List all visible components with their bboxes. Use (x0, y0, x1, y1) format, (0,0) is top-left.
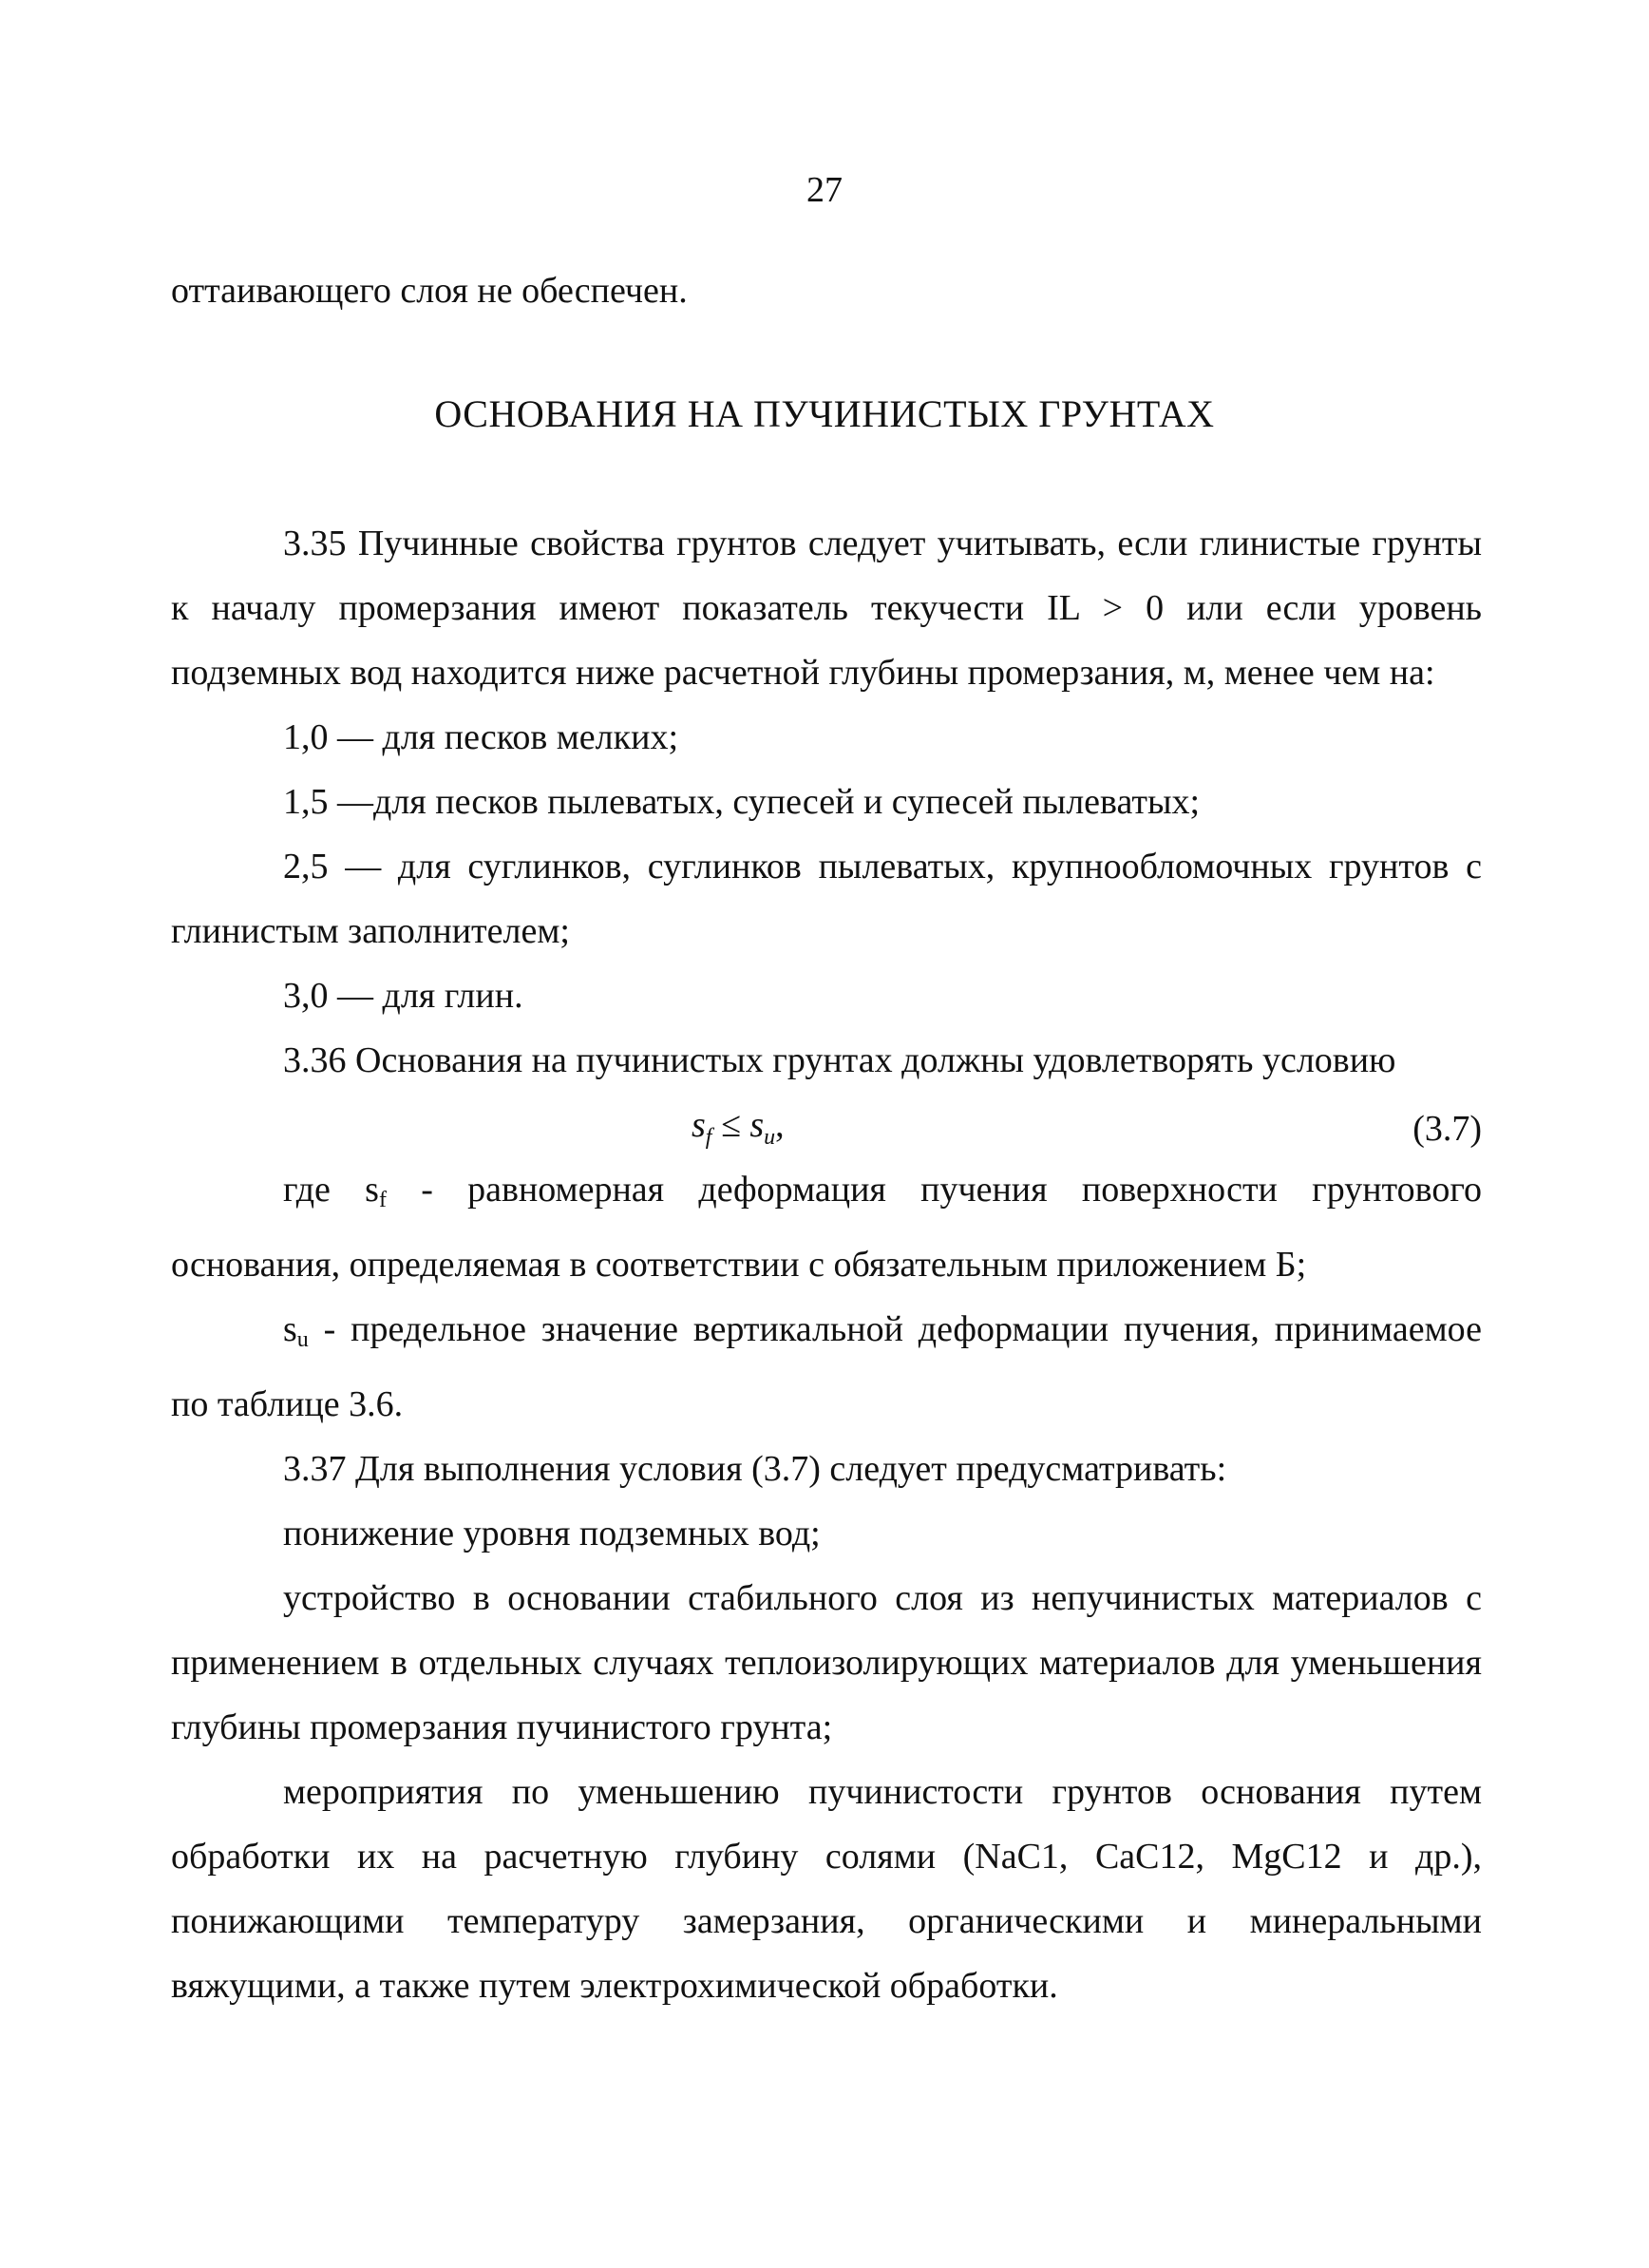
formula-3-7 (692, 1093, 785, 1170)
definition-su (171, 1297, 1482, 1437)
continuation-block (171, 258, 1482, 323)
formula-trail: , (775, 1105, 785, 1145)
section-heading: ОСНОВАНИЯ НА ПУЧИНИСТЫХ ГРУНТАХ (434, 392, 1215, 435)
where-prefix: где (283, 1170, 366, 1210)
su-subscript: u (296, 1327, 309, 1352)
paragraph-3-36: 3.36 Основания на пучинистых грунтах должны удовлетворять условию (283, 1040, 1396, 1080)
sf-definition-text: - равномерная деформация пучения поверхности грунтового основания, определяемая в соответствии с обязательным приложением Б; (171, 1170, 1482, 1285)
formula-number: (3.7) (1412, 1109, 1482, 1149)
measure-chemical-treatment: мероприятия по уменьшению пучинистости грунтов основания путем обработки их на расчетную глубину солями (NaC1, CaC12, MgC12 и др.), понижающими температуру замерзания, органическими и минеральными вяжущими, а также путем электрохимической обработки. (171, 1772, 1482, 2006)
main-text-block (171, 511, 1482, 2018)
sf-subscript: f (378, 1188, 387, 1212)
sf-symbol: s (365, 1170, 379, 1210)
formula-lhs: s (692, 1105, 706, 1145)
list-item-loam: 2,5 — для суглинков, суглинков пылеватых, крупнообломочных грунтов с глинистым заполнителем; (171, 847, 1482, 951)
formula-operator: ≤ (711, 1105, 750, 1145)
measure-stable-layer: устройство в основании стабильного слоя из непучинистых материалов с применением в отдельных случаях теплоизолирующих материалов для уменьшения глубины промерзания пучинистого грунта; (171, 1578, 1482, 1747)
formula-lhs-sub: f (705, 1125, 712, 1150)
list-item-sand-fine: 1,0 — для песков мелких; (283, 717, 678, 757)
paragraph-3-37: 3.37 Для выполнения условия (3.7) следует предусматривать: (283, 1449, 1227, 1489)
page-number: 27 (806, 170, 843, 210)
su-symbol: s (283, 1309, 297, 1349)
formula-rhs-sub: u (764, 1125, 776, 1150)
list-item-clay: 3,0 — для глин. (283, 976, 523, 1016)
measure-groundwater: понижение уровня подземных вод; (283, 1514, 821, 1553)
continuation-text: оттаивающего слоя не обеспечен. (171, 271, 688, 311)
definition-sf (171, 1157, 1482, 1297)
formula-row (171, 1093, 1482, 1157)
formula-rhs: s (749, 1105, 765, 1145)
su-definition-text: - предельное значение вертикальной деформации пучения, принимаемое по таблице 3.6. (171, 1309, 1482, 1424)
paragraph-3-35: 3.35 Пучинные свойства грунтов следует учитывать, если глинистые грунты к началу промерзания имеют показатель текучести IL > 0 или если уровень подземных вод находится ниже расчетной глубины промерзания, м, менее чем на: (171, 524, 1482, 693)
list-item-sand-silty: 1,5 —для песков пылеватых, супесей и супесей пылеватых; (283, 782, 1201, 822)
